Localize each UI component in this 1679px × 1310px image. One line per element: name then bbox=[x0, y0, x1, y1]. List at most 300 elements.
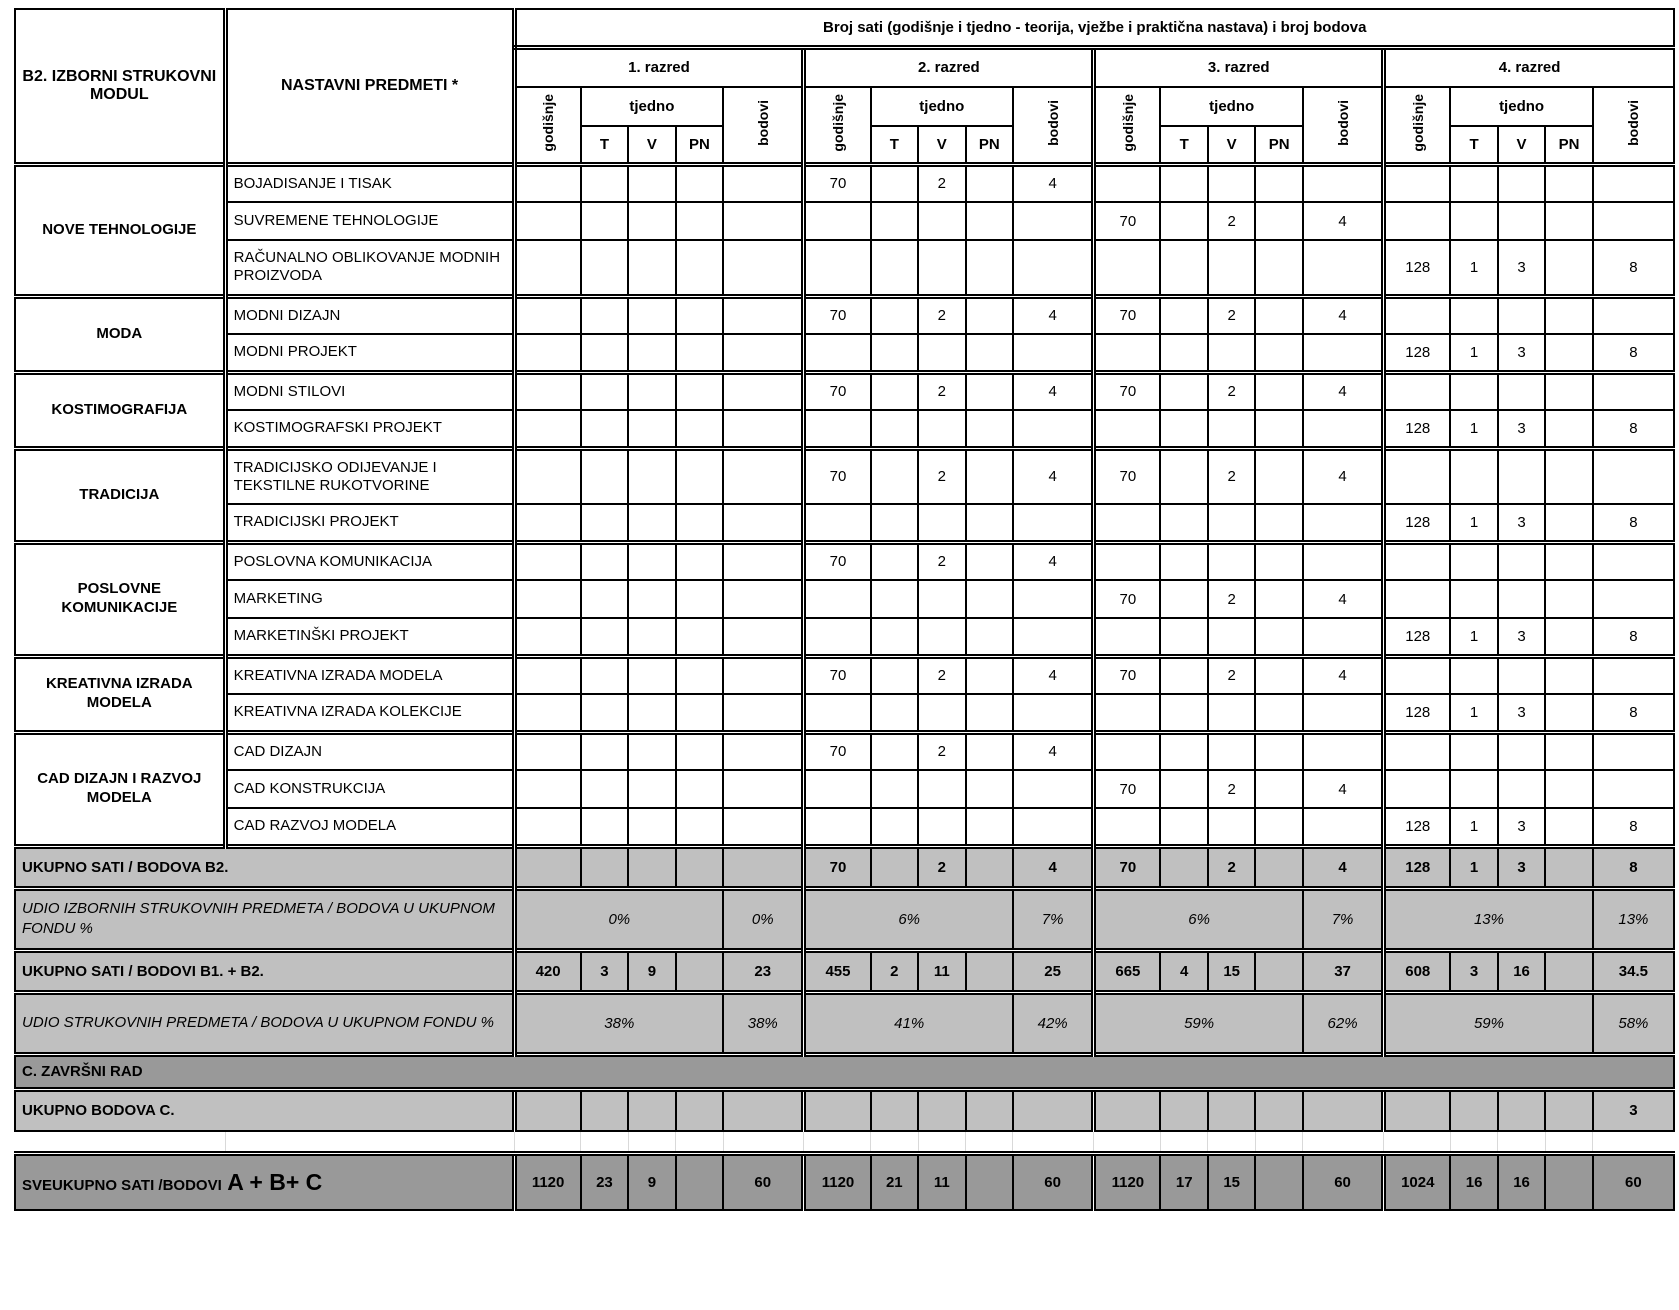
value-cell bbox=[581, 202, 628, 240]
subject-row bbox=[15, 580, 1674, 618]
subject-row bbox=[15, 240, 1674, 296]
value-cell bbox=[1208, 164, 1255, 202]
total-value-cell: 9 bbox=[628, 1153, 675, 1210]
subject-name-cell: MARKETING bbox=[225, 580, 514, 618]
value-cell bbox=[1384, 732, 1451, 770]
total-value-cell: 455 bbox=[804, 950, 871, 992]
subject-name-cell: CAD RAZVOJ MODELA bbox=[225, 808, 514, 846]
value-cell bbox=[1303, 618, 1384, 656]
percent-row bbox=[15, 992, 1674, 1054]
value-cell bbox=[581, 770, 628, 808]
value-cell bbox=[1450, 448, 1497, 504]
value-cell bbox=[514, 448, 581, 504]
value-cell: 8 bbox=[1593, 618, 1674, 656]
summary-label-text: SVEUKUPNO SATI /BODOVI bbox=[22, 1176, 222, 1194]
value-cell: 128 bbox=[1384, 808, 1451, 846]
value-cell bbox=[1498, 770, 1545, 808]
total-value-cell: 665 bbox=[1094, 950, 1161, 992]
total-value-cell: 15 bbox=[1208, 1153, 1255, 1210]
value-cell bbox=[676, 504, 723, 542]
value-cell: 1 bbox=[1450, 504, 1497, 542]
value-cell: 70 bbox=[804, 656, 871, 694]
value-cell bbox=[1255, 694, 1302, 732]
total-value-cell bbox=[581, 846, 628, 888]
value-cell bbox=[1384, 448, 1451, 504]
value-cell: 3 bbox=[1498, 240, 1545, 296]
value-cell: 4 bbox=[1013, 656, 1094, 694]
summary-label: UDIO STRUKOVNIH PREDMETA / BODOVA U UKUPNOM FONDU % bbox=[15, 992, 514, 1054]
value-cell bbox=[514, 656, 581, 694]
section-row bbox=[15, 1054, 1674, 1089]
points-label: bodovi bbox=[1625, 99, 1642, 146]
percent-value-cell: 59% bbox=[1094, 992, 1303, 1054]
value-cell bbox=[581, 240, 628, 296]
value-cell bbox=[871, 202, 918, 240]
value-cell bbox=[1545, 410, 1592, 448]
value-cell bbox=[1094, 164, 1161, 202]
total-value-cell: 8 bbox=[1593, 846, 1674, 888]
value-cell: 2 bbox=[918, 732, 965, 770]
value-cell bbox=[1160, 240, 1207, 296]
grade-header-1: 1. razred bbox=[514, 47, 804, 87]
value-cell bbox=[1384, 164, 1451, 202]
value-cell: 2 bbox=[918, 448, 965, 504]
value-cell bbox=[1160, 732, 1207, 770]
value-cell bbox=[1255, 770, 1302, 808]
value-cell bbox=[676, 770, 723, 808]
value-cell bbox=[966, 296, 1013, 334]
total-value-cell: 4 bbox=[1303, 846, 1384, 888]
value-cell bbox=[581, 164, 628, 202]
value-cell bbox=[871, 618, 918, 656]
total-value-cell: 34.5 bbox=[1593, 950, 1674, 992]
value-cell bbox=[1160, 618, 1207, 656]
subject-name-cell: CAD KONSTRUKCIJA bbox=[225, 770, 514, 808]
total-value-cell bbox=[871, 846, 918, 888]
value-cell bbox=[1255, 296, 1302, 334]
value-cell bbox=[871, 448, 918, 504]
yearly-header-2 bbox=[804, 87, 871, 164]
summary-label-text: UKUPNO BODOVA C. bbox=[22, 1102, 175, 1120]
value-cell bbox=[804, 410, 871, 448]
value-cell bbox=[1160, 542, 1207, 580]
value-cell: 4 bbox=[1013, 542, 1094, 580]
percent-value-cell: 0% bbox=[514, 888, 723, 950]
value-cell bbox=[1384, 372, 1451, 410]
total-value-cell: 2 bbox=[1208, 846, 1255, 888]
module-name-cell: POSLOVNE KOMUNIKACIJE bbox=[15, 542, 225, 656]
spacer-cell bbox=[1450, 1131, 1497, 1153]
total-value-cell: 3 bbox=[581, 950, 628, 992]
total-value-cell bbox=[1255, 950, 1302, 992]
total-value-cell bbox=[1160, 1089, 1207, 1131]
value-cell bbox=[1498, 580, 1545, 618]
value-cell bbox=[871, 580, 918, 618]
total-value-cell bbox=[1450, 1089, 1497, 1131]
total-value-cell bbox=[1255, 1089, 1302, 1131]
total-value-cell bbox=[966, 846, 1013, 888]
value-cell bbox=[918, 618, 965, 656]
value-cell bbox=[1450, 202, 1497, 240]
value-cell bbox=[1545, 580, 1592, 618]
value-cell bbox=[628, 542, 675, 580]
value-cell bbox=[1545, 656, 1592, 694]
total-value-cell: 9 bbox=[628, 950, 675, 992]
value-cell bbox=[581, 580, 628, 618]
value-cell: 70 bbox=[804, 372, 871, 410]
spacer-cell bbox=[1255, 1131, 1302, 1153]
value-cell bbox=[871, 732, 918, 770]
value-cell bbox=[581, 732, 628, 770]
value-cell bbox=[1450, 656, 1497, 694]
value-cell bbox=[514, 580, 581, 618]
value-cell bbox=[1545, 618, 1592, 656]
value-cell bbox=[723, 296, 804, 334]
value-cell: 3 bbox=[1498, 504, 1545, 542]
value-cell bbox=[1094, 334, 1161, 372]
value-cell bbox=[1160, 334, 1207, 372]
value-cell bbox=[514, 240, 581, 296]
value-cell bbox=[966, 580, 1013, 618]
t-header: T bbox=[581, 126, 628, 164]
value-cell bbox=[1498, 732, 1545, 770]
value-cell bbox=[1303, 240, 1384, 296]
value-cell bbox=[1545, 504, 1592, 542]
value-cell: 70 bbox=[1094, 296, 1161, 334]
value-cell bbox=[1498, 656, 1545, 694]
value-cell bbox=[804, 808, 871, 846]
percent-value-cell: 6% bbox=[1094, 888, 1303, 950]
value-cell bbox=[1498, 202, 1545, 240]
value-cell bbox=[723, 580, 804, 618]
value-cell: 4 bbox=[1013, 164, 1094, 202]
value-cell bbox=[1450, 372, 1497, 410]
value-cell bbox=[1094, 732, 1161, 770]
value-cell: 70 bbox=[1094, 656, 1161, 694]
value-cell: 2 bbox=[918, 372, 965, 410]
total-value-cell: 420 bbox=[514, 950, 581, 992]
value-cell bbox=[966, 732, 1013, 770]
value-cell bbox=[1593, 770, 1674, 808]
value-cell bbox=[723, 164, 804, 202]
value-cell bbox=[1498, 164, 1545, 202]
value-cell: 1 bbox=[1450, 808, 1497, 846]
value-cell bbox=[1303, 808, 1384, 846]
value-cell bbox=[723, 618, 804, 656]
value-cell bbox=[676, 618, 723, 656]
percent-value-cell: 13% bbox=[1593, 888, 1674, 950]
value-cell bbox=[676, 656, 723, 694]
value-cell bbox=[1593, 296, 1674, 334]
value-cell bbox=[581, 372, 628, 410]
value-cell bbox=[1160, 656, 1207, 694]
value-cell: 70 bbox=[804, 448, 871, 504]
total-value-cell: 128 bbox=[1384, 846, 1451, 888]
value-cell bbox=[1255, 656, 1302, 694]
module-name-cell: KOSTIMOGRAFIJA bbox=[15, 372, 225, 448]
value-cell bbox=[1208, 808, 1255, 846]
subject-row bbox=[15, 656, 1674, 694]
value-cell: 4 bbox=[1303, 448, 1384, 504]
value-cell: 4 bbox=[1303, 372, 1384, 410]
value-cell: 2 bbox=[918, 296, 965, 334]
value-cell bbox=[723, 372, 804, 410]
total-value-cell: 1024 bbox=[1384, 1153, 1451, 1210]
value-cell bbox=[1013, 504, 1094, 542]
spacer-cell bbox=[918, 1131, 965, 1153]
value-cell bbox=[628, 240, 675, 296]
subject-name-cell: RAČUNALNO OBLIKOVANJE MODNIH PROIZVODA bbox=[225, 240, 514, 296]
value-cell: 4 bbox=[1013, 296, 1094, 334]
value-cell: 4 bbox=[1303, 296, 1384, 334]
value-cell bbox=[966, 448, 1013, 504]
value-cell: 70 bbox=[1094, 580, 1161, 618]
total-value-cell bbox=[1255, 1153, 1302, 1210]
value-cell bbox=[628, 580, 675, 618]
value-cell bbox=[581, 504, 628, 542]
module-name-cell: CAD DIZAJN I RAZVOJ MODELA bbox=[15, 732, 225, 846]
value-cell bbox=[1450, 164, 1497, 202]
value-cell bbox=[676, 580, 723, 618]
value-cell bbox=[723, 504, 804, 542]
value-cell bbox=[966, 656, 1013, 694]
value-cell bbox=[723, 808, 804, 846]
subject-row bbox=[15, 504, 1674, 542]
weekly-header-1: tjedno bbox=[581, 87, 723, 126]
grade-header-4: 4. razred bbox=[1384, 47, 1674, 87]
value-cell bbox=[581, 334, 628, 372]
value-cell bbox=[966, 694, 1013, 732]
total-value-cell: 16 bbox=[1498, 950, 1545, 992]
value-cell bbox=[1303, 164, 1384, 202]
value-cell: 1 bbox=[1450, 334, 1497, 372]
subject-row bbox=[15, 808, 1674, 846]
pn-header: PN bbox=[966, 126, 1013, 164]
value-cell bbox=[723, 202, 804, 240]
value-cell bbox=[966, 618, 1013, 656]
weekly-header-3: tjedno bbox=[1160, 87, 1302, 126]
total-value-cell bbox=[966, 1089, 1013, 1131]
total-value-cell bbox=[871, 1089, 918, 1131]
total-value-cell: 11 bbox=[918, 1153, 965, 1210]
summary-label bbox=[15, 950, 514, 992]
value-cell bbox=[1498, 296, 1545, 334]
value-cell: 1 bbox=[1450, 240, 1497, 296]
total-value-cell: 608 bbox=[1384, 950, 1451, 992]
value-cell: 2 bbox=[918, 164, 965, 202]
total-value-cell: 3 bbox=[1450, 950, 1497, 992]
subject-row bbox=[15, 542, 1674, 580]
value-cell bbox=[1384, 542, 1451, 580]
spacer-cell bbox=[1545, 1131, 1592, 1153]
spacer-cell bbox=[1208, 1131, 1255, 1153]
value-cell bbox=[1545, 334, 1592, 372]
subject-row bbox=[15, 770, 1674, 808]
value-cell bbox=[628, 656, 675, 694]
value-cell bbox=[1160, 202, 1207, 240]
value-cell bbox=[1013, 580, 1094, 618]
total-value-cell bbox=[723, 1089, 804, 1131]
value-cell bbox=[628, 504, 675, 542]
value-cell: 4 bbox=[1303, 656, 1384, 694]
value-cell bbox=[1255, 542, 1302, 580]
value-cell bbox=[804, 202, 871, 240]
value-cell: 4 bbox=[1303, 770, 1384, 808]
value-cell bbox=[676, 296, 723, 334]
value-cell bbox=[1593, 732, 1674, 770]
summary-label-text: UKUPNO SATI / BODOVA B2. bbox=[22, 858, 229, 876]
value-cell bbox=[1160, 164, 1207, 202]
value-cell bbox=[1208, 504, 1255, 542]
total-value-cell: 21 bbox=[871, 1153, 918, 1210]
value-cell: 1 bbox=[1450, 618, 1497, 656]
value-cell: 2 bbox=[1208, 448, 1255, 504]
total-value-cell bbox=[514, 846, 581, 888]
value-cell bbox=[1498, 372, 1545, 410]
value-cell bbox=[871, 240, 918, 296]
value-cell bbox=[871, 372, 918, 410]
value-cell bbox=[1094, 504, 1161, 542]
summary-label-text: UKUPNO SATI / BODOVI B1. + B2. bbox=[22, 962, 264, 980]
value-cell bbox=[871, 694, 918, 732]
total-value-cell bbox=[723, 846, 804, 888]
weekly-header-4: tjedno bbox=[1450, 87, 1592, 126]
value-cell bbox=[966, 504, 1013, 542]
value-cell bbox=[804, 334, 871, 372]
value-cell bbox=[966, 770, 1013, 808]
value-cell bbox=[1545, 202, 1592, 240]
value-cell bbox=[871, 770, 918, 808]
value-cell: 128 bbox=[1384, 618, 1451, 656]
value-cell bbox=[1094, 240, 1161, 296]
value-cell bbox=[966, 542, 1013, 580]
value-cell bbox=[676, 240, 723, 296]
value-cell: 70 bbox=[804, 164, 871, 202]
total-value-cell: 70 bbox=[1094, 846, 1161, 888]
value-cell: 4 bbox=[1303, 580, 1384, 618]
value-cell bbox=[1013, 202, 1094, 240]
value-cell bbox=[1160, 372, 1207, 410]
total-value-cell: 1120 bbox=[1094, 1153, 1161, 1210]
value-cell bbox=[1013, 808, 1094, 846]
value-cell bbox=[676, 732, 723, 770]
value-cell bbox=[1545, 732, 1592, 770]
value-cell bbox=[918, 410, 965, 448]
value-cell bbox=[514, 164, 581, 202]
table-body bbox=[15, 164, 1674, 1210]
percent-value-cell: 38% bbox=[723, 992, 804, 1054]
total-value-cell: 4 bbox=[1160, 950, 1207, 992]
subject-row bbox=[15, 296, 1674, 334]
value-cell: 4 bbox=[1013, 732, 1094, 770]
total-row bbox=[15, 1089, 1674, 1131]
value-cell bbox=[1255, 334, 1302, 372]
value-cell bbox=[514, 296, 581, 334]
summary-label bbox=[15, 1153, 514, 1210]
value-cell bbox=[676, 808, 723, 846]
yearly-label: godišnje bbox=[1119, 93, 1136, 152]
value-cell bbox=[628, 770, 675, 808]
total-value-cell: 1 bbox=[1450, 846, 1497, 888]
points-header-4 bbox=[1593, 87, 1674, 164]
total-value-cell bbox=[581, 1089, 628, 1131]
value-cell bbox=[1303, 542, 1384, 580]
spacer-cell bbox=[628, 1131, 675, 1153]
summary-label bbox=[15, 1089, 514, 1131]
value-cell bbox=[804, 240, 871, 296]
value-cell bbox=[581, 296, 628, 334]
value-cell bbox=[918, 808, 965, 846]
spacer-cell bbox=[1593, 1131, 1674, 1153]
grade-header-3: 3. razred bbox=[1094, 47, 1384, 87]
value-cell bbox=[966, 164, 1013, 202]
value-cell bbox=[514, 770, 581, 808]
value-cell bbox=[918, 504, 965, 542]
value-cell: 3 bbox=[1498, 808, 1545, 846]
subject-name-cell: KREATIVNA IZRADA KOLEKCIJE bbox=[225, 694, 514, 732]
subject-name-cell: POSLOVNA KOMUNIKACIJA bbox=[225, 542, 514, 580]
value-cell bbox=[1094, 808, 1161, 846]
value-cell bbox=[1208, 240, 1255, 296]
subject-name-cell: MARKETINŠKI PROJEKT bbox=[225, 618, 514, 656]
total-value-cell: 60 bbox=[1303, 1153, 1384, 1210]
value-cell bbox=[581, 694, 628, 732]
module-name-cell: MODA bbox=[15, 296, 225, 372]
total-value-cell bbox=[966, 1153, 1013, 1210]
value-cell bbox=[628, 334, 675, 372]
value-cell bbox=[1545, 296, 1592, 334]
total-value-cell bbox=[1013, 1089, 1094, 1131]
value-cell bbox=[1593, 164, 1674, 202]
total-value-cell: 1120 bbox=[514, 1153, 581, 1210]
value-cell bbox=[1303, 732, 1384, 770]
total-value-cell: 3 bbox=[1498, 846, 1545, 888]
section-label: C. ZAVRŠNI RAD bbox=[15, 1054, 1674, 1089]
value-cell bbox=[1160, 808, 1207, 846]
value-cell: 4 bbox=[1013, 448, 1094, 504]
total-value-cell bbox=[1545, 1153, 1592, 1210]
value-cell bbox=[676, 202, 723, 240]
subject-name-cell: KREATIVNA IZRADA MODELA bbox=[225, 656, 514, 694]
value-cell bbox=[1545, 808, 1592, 846]
value-cell bbox=[1255, 580, 1302, 618]
value-cell bbox=[1384, 770, 1451, 808]
yearly-label: godišnje bbox=[1409, 93, 1426, 152]
total-value-cell: 16 bbox=[1498, 1153, 1545, 1210]
value-cell bbox=[1208, 732, 1255, 770]
subjects-column-header: NASTAVNI PREDMETI * bbox=[225, 9, 514, 164]
percent-value-cell: 62% bbox=[1303, 992, 1384, 1054]
module-name-cell: NOVE TEHNOLOGIJE bbox=[15, 164, 225, 296]
value-cell bbox=[514, 618, 581, 656]
spacer-cell bbox=[1303, 1131, 1384, 1153]
value-cell bbox=[1498, 448, 1545, 504]
spacer-cell bbox=[1094, 1131, 1161, 1153]
subject-row bbox=[15, 202, 1674, 240]
value-cell bbox=[1160, 296, 1207, 334]
total-value-cell bbox=[676, 846, 723, 888]
total-value-cell: 70 bbox=[804, 846, 871, 888]
value-cell bbox=[1255, 618, 1302, 656]
value-cell: 2 bbox=[1208, 372, 1255, 410]
spacer-cell bbox=[1013, 1131, 1094, 1153]
percent-value-cell: 42% bbox=[1013, 992, 1094, 1054]
value-cell bbox=[1255, 240, 1302, 296]
yearly-label: godišnje bbox=[540, 93, 557, 152]
value-cell bbox=[1545, 542, 1592, 580]
value-cell bbox=[1255, 504, 1302, 542]
value-cell bbox=[514, 542, 581, 580]
